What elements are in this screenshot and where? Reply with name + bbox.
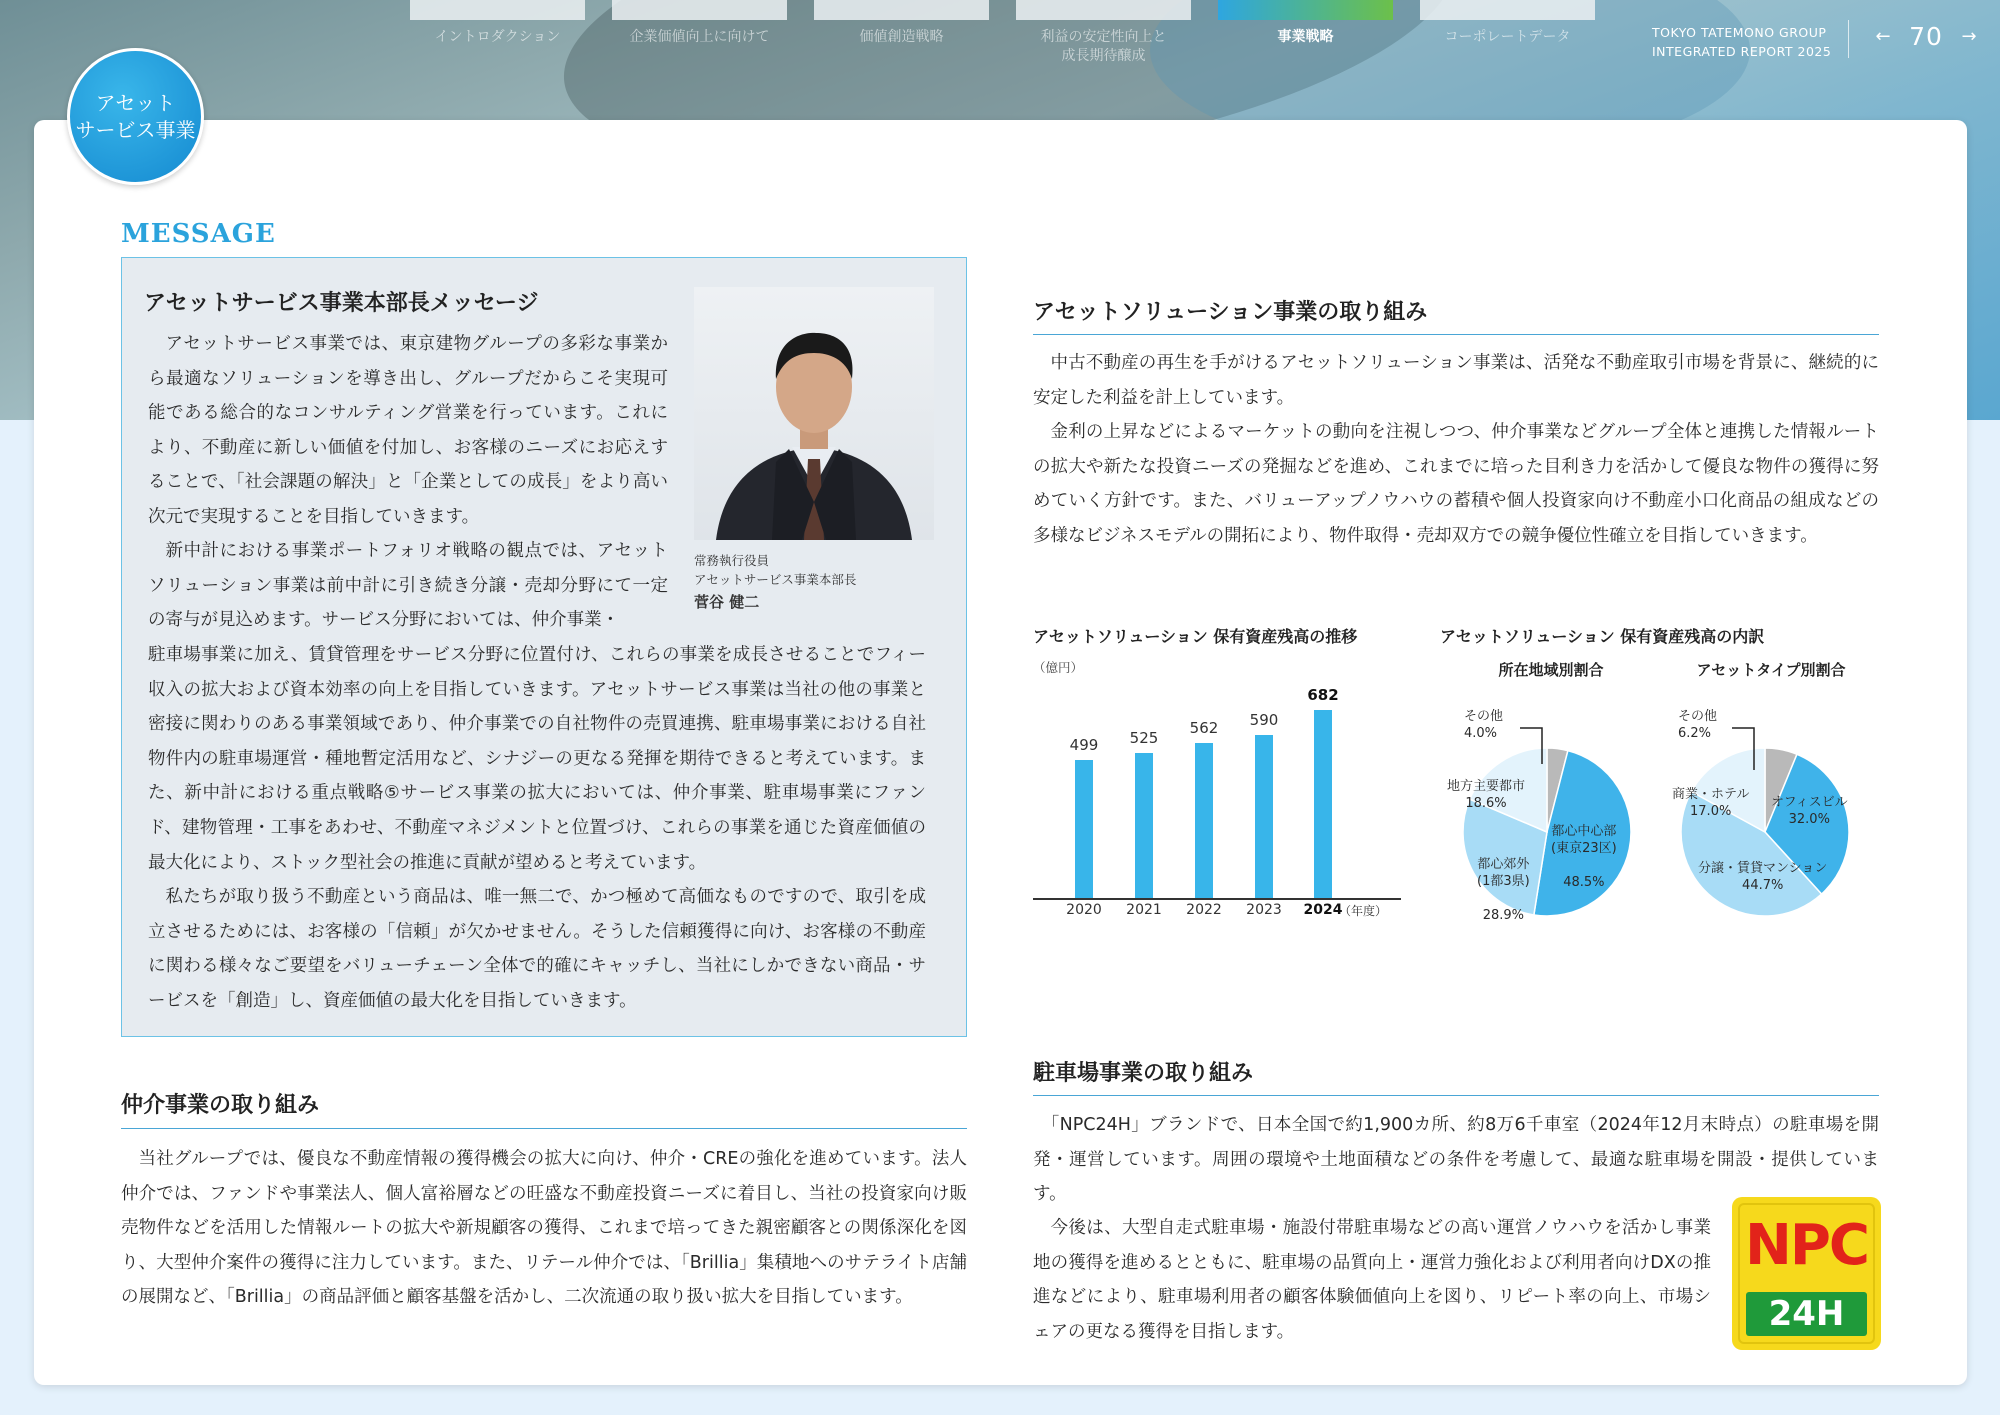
message-paragraph-1: アセットサービス事業では、東京建物グループの多彩な事業から最適なソリューションを導き出し、グループだからこそ実現可能である総合的なコンサルティング営業を行っています。これにより、不動産に新しい価値を付加し、お客様のニーズにお応えすることで、「社会課題の解決」と「企業としての成長」をより高い次元で実現することを目指していきます。 <box>148 334 668 527</box>
slice-label: 都心郊外 (1都3県) <box>1477 857 1530 889</box>
bar-2022 <box>1195 743 1213 898</box>
slice-value: 17.0% <box>1690 804 1732 819</box>
pie-region-label-suburbs <box>1477 839 1530 941</box>
nav-tab-label: 価値創造戦略 <box>859 29 944 45</box>
nav-tab-value-creation[interactable] <box>814 0 989 66</box>
executive-portrait <box>694 287 934 540</box>
nav-tab-bar <box>410 0 585 20</box>
report-title <box>1652 23 1831 61</box>
badge-line2: サービス事業 <box>75 117 196 142</box>
bar-value-label: 525 <box>1129 729 1159 748</box>
pie-asset-label-condo <box>1698 860 1827 894</box>
bar-value-label: 682 <box>1307 686 1339 704</box>
slice-label: 地方主要都市 <box>1447 779 1526 794</box>
message-title: アセットサービス事業本部長メッセージ <box>144 291 539 316</box>
bar-chart-title: アセットソリューション 保有資産残高の推移 <box>1033 627 1358 646</box>
nav-tab-label: イントロダクション <box>434 29 561 45</box>
nav-tab-label: コーポレートデータ <box>1444 29 1571 45</box>
caption-name: 菅谷 健二 <box>694 593 760 611</box>
pie-region-label-central <box>1551 806 1617 908</box>
parking-rule <box>1033 1095 1879 1096</box>
parking-paragraph-2: 今後は、大型自走式駐車場・施設付帯駐車場などの高い運営ノウハウを活かし事業地の獲得を進めるとともに、駐車場の品質向上・運営力強化および利用者向けDXの推進などにより、駐車場利用者の顧客体験価値向上を図り、リピート率の向上、市場シェアの更なる獲得を目指します。 <box>1033 1218 1711 1342</box>
bar-chart-unit: （億円） <box>1033 660 1084 675</box>
bar-value-label: 590 <box>1249 711 1279 730</box>
slice-label: 商業・ホテル <box>1672 787 1750 802</box>
pie-region-subtitle: 所在地域別割合 <box>1498 661 1604 679</box>
asset-solution-paragraph-1: 中古不動産の再生を手がけるアセットソリューション事業は、活発な不動産取引市場を背景に、継続的に安定した利益を計上しています。 <box>1033 353 1879 408</box>
pie-asset-leader-line <box>1732 726 1762 772</box>
nav-tab-bar-active <box>1218 0 1393 20</box>
npc24h-logo-text: NPC <box>1744 1213 1868 1278</box>
nav-tab-profit-stability[interactable] <box>1016 0 1191 66</box>
pie-asset-label-office <box>1771 794 1848 828</box>
prev-page-arrow-icon[interactable]: ← <box>1875 26 1891 47</box>
pie-region-label-other <box>1464 708 1503 742</box>
x-tick-label: 2022 <box>1186 902 1222 918</box>
brokerage-title: 仲介事業の取り組み <box>121 1093 320 1118</box>
bar-2023 <box>1255 735 1273 898</box>
caption-role2: アセットサービス事業本部長 <box>694 572 857 587</box>
pie-region-leader-line <box>1520 726 1550 766</box>
asset-solution-rule <box>1033 334 1879 335</box>
bar-chart-x-unit: （年度） <box>1339 904 1388 918</box>
bar-2020 <box>1075 760 1093 898</box>
nav-tab-label: 企業価値向上に向けて <box>629 29 770 45</box>
slice-label: その他 <box>1464 709 1504 724</box>
pie-asset-type-subtitle: アセットタイプ別割合 <box>1696 661 1846 679</box>
x-tick-label: 2020 <box>1066 902 1102 918</box>
asset-solution-title: アセットソリューション事業の取り組み <box>1033 300 1428 325</box>
npc24h-logo <box>1732 1197 1881 1350</box>
x-tick-label: 2024 <box>1303 902 1343 918</box>
slice-value: 44.7% <box>1742 878 1784 893</box>
npc24h-logo-inner <box>1738 1203 1875 1344</box>
parking-title: 駐車場事業の取り組み <box>1033 1061 1254 1086</box>
report-title-line1: TOKYO TATEMONO GROUP <box>1652 25 1827 40</box>
slice-label: オフィスビル <box>1771 795 1848 810</box>
slice-label: 都心中心部 (東京23区) <box>1551 824 1617 856</box>
nav-tab-bar <box>814 0 989 20</box>
slice-value: 48.5% <box>1563 875 1605 890</box>
bar-chart-x-axis <box>1033 898 1401 900</box>
slice-value: 6.2% <box>1678 726 1712 741</box>
nav-tab-corporate-value[interactable] <box>612 0 787 66</box>
asset-solution-paragraph-2: 金利の上昇などによるマーケットの動向を注視しつつ、仲介事業などグループ全体と連携した情報ルートの拡大や新たな投資ニーズの発掘などを進め、これまでに培った目利き力を活かして優良な物件の獲得に努めていく方針です。また、バリューアップノウハウの蓄積や個人投資家向け不動産小口化商品の組成などの多様なビジネスモデルの開拓により、物件取得・売却双方での競争優位性確立を目指していきます。 <box>1033 422 1879 546</box>
section-badge <box>67 48 204 185</box>
pie-asset-label-commercial <box>1672 786 1749 820</box>
x-tick-label: 2023 <box>1246 902 1282 918</box>
section-label: MESSAGE <box>121 219 276 249</box>
brokerage-body: 当社グループでは、優良な不動産情報の獲得機会の拡大に向け、仲介・CREの強化を進めています。法人仲介では、ファンドや事業法人、個人富裕層などの旺盛な不動産投資ニーズに着目し、当社の投資家向け販売物件などを活用した情報ルートの拡大や新規顧客の獲得、これまで培ってきた親密顧客との関係深化を図り、大型仲介案件の獲得に注力しています。また、リテール仲介では、「Brillia」集積地へのサテライト店舗の展開など、「Brillia」の商品評価と顧客基盤を活かし、二次流通の取り扱い拡大を目指しています。 <box>121 1149 967 1308</box>
message-paragraph-3: 私たちが取り扱う不動産という商品は、唯一無二で、かつ極めて高価なものですので、取引を成立させるためには、お客様の「信頼」が欠かせません。そうした信頼獲得に向け、お客様の不動産に関わる様々なご要望をバリューチェーン全体で的確にキャッチし、当社にしかできない商品・サービスを「創造」し、資産価値の最大化を目指していきます。 <box>148 887 926 1011</box>
nav-tab-business-strategy[interactable] <box>1218 0 1393 66</box>
nav-tab-bar <box>1420 0 1595 20</box>
x-tick-label: 2021 <box>1126 902 1162 918</box>
page-number: 70 <box>1909 22 1943 51</box>
brokerage-rule <box>121 1128 967 1129</box>
nav-tab-bar <box>1016 0 1191 20</box>
slice-label: その他 <box>1678 709 1718 724</box>
nav-tab-label: 事業戦略 <box>1277 29 1334 45</box>
bar-2024 <box>1314 710 1332 898</box>
slice-value: 28.9% <box>1482 908 1524 923</box>
pie-region-label-regional <box>1447 778 1525 812</box>
slice-value: 18.6% <box>1465 796 1507 811</box>
nav-tab-bar <box>612 0 787 20</box>
slice-value: 4.0% <box>1464 726 1498 741</box>
npc24h-logo-24h: 24H <box>1746 1292 1867 1336</box>
pie-charts-title: アセットソリューション 保有資産残高の内訳 <box>1440 627 1765 646</box>
badge-line1: アセット <box>95 90 176 115</box>
caption-role1: 常務執行役員 <box>694 553 770 568</box>
report-title-line2: INTEGRATED REPORT 2025 <box>1652 44 1832 59</box>
section-nav <box>410 0 1622 66</box>
bar-2021 <box>1135 753 1153 898</box>
slice-value: 32.0% <box>1788 812 1830 827</box>
pie-asset-label-other <box>1678 708 1717 742</box>
message-paragraph-2a: 新中計における事業ポートフォリオ戦略の観点では、アセットソリューション事業は前中計に引き続き分譲・売却分野にて一定の寄与が見込めます。サービス分野においては、仲介事業・ <box>148 541 668 631</box>
nav-tab-label: 利益の安定性向上と 成長期待醸成 <box>1040 29 1167 64</box>
message-paragraph-2b: 駐車場事業に加え、賃貸管理をサービス分野に位置付け、これらの事業を成長させることでフィー収入の拡大および資本効率の向上を目指していきます。アセットサービス事業は当社の他の事業と密接に関わりのある事業領域であり、仲介事業での自社物件の売買連携、駐車場事業における自社物件内の駐車場運営・種地暫定活用など、シナジーの更なる発揮を期待できると考えています。また、新中計における重点戦略⑤サービス事業の拡大においては、仲介事業、駐車場事業にファンド、建物管理・工事をあわせ、不動産マネジメントと位置づけ、これらの事業を通じた資産価値の最大化により、ストック型社会の推進に貢献が望めると考えています。 <box>148 645 926 873</box>
next-page-arrow-icon[interactable]: → <box>1961 26 1977 47</box>
header-divider <box>1848 20 1849 58</box>
slice-label: 分譲・賃貸マンション <box>1698 861 1828 876</box>
bar-value-label: 562 <box>1189 719 1219 738</box>
parking-paragraph-1: 「NPC24H」ブランドで、日本全国で約1,900カ所、約8万6千車室（2024年12月末時点）の駐車場を開発・運営しています。周囲の環境や土地面積などの条件を考慮して、最適な駐車場を開設・提供しています。 <box>1033 1115 1879 1205</box>
bar-value-label: 499 <box>1069 736 1099 755</box>
portrait-caption <box>694 551 856 612</box>
page-navigation <box>1870 22 1982 51</box>
nav-tab-introduction[interactable] <box>410 0 585 66</box>
nav-tab-corporate-data[interactable] <box>1420 0 1595 66</box>
